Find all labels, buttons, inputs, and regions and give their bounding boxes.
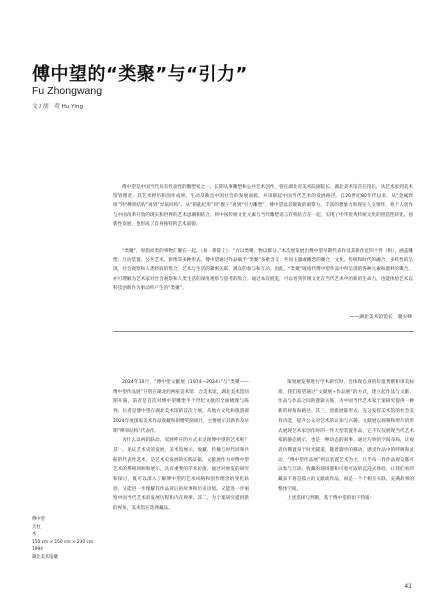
caption-work-title: 天柱 bbox=[32, 524, 41, 530]
body-paragraph: 上述选择与判断，基于傅中望的如下特质： bbox=[287, 496, 375, 502]
body-paragraph: 2024年10月，“傅中望文献展（1974—2024）”与“类聚——傅中望作品展”分别在湖北的两座美术馆：合美术馆、湖北美术馆同期开幕，前者是首次对傅中望雕塑半个世纪文献的全面梳理与陈列；后者是傅中望在湖北美术馆的首次个展。从地方文化和旅游部2024年度国家美术作品收藏和捐赠奖励项目，主要展示其新作及早期“榫卯结构”代表作。 bbox=[113, 380, 249, 434]
caption-dimensions: 150 cm × 150 cm × 230 cm bbox=[32, 539, 94, 545]
page-number: 41 bbox=[404, 583, 412, 590]
body-column-left bbox=[113, 378, 249, 514]
article-subtitle: Fu Zhongwang bbox=[32, 85, 103, 97]
intro-paragraph-1: 傅中望是中国当代具有代表性的雕塑家之一，长期从事雕塑和公共艺术创作，曾任湖北省美术院副院长、湖北美术馆首任馆长，从艺术家到美术馆管理者，其艺术经历和创作成果，生动反映出中国社会的发展面貌，并串联起中国当代艺术的发展路径。自20世纪80年代以来，从“金属焊接”到“榫卯结构”再到“异质同构”，从“锁匙纪形”到“楔子”再到“引力雕塑”，傅中望以其敏锐的洞察力、丰富的想象力和现实人文情怀，将个人创作与中国改革开放的现实和世界的艺术思潮相结合，将中国传统文化元素与当代雕塑语言有机结合在一起，实现了中华优秀传统文化的创造性转化、创新性发展，也形成了自身独特的艺术面貌。 bbox=[113, 185, 413, 227]
intro-signature: ——湖北美术馆馆长 冀少峰 bbox=[349, 315, 412, 320]
body-paragraph: 为什么以两馆联动、双展呼应的方式来呈现傅中望的艺术呢？其一，见证艺术史的发展，美术馆展示、收藏、传播与时代同频共振的代表性艺术，是艺术史发展的实践证据，文献展作为对傅中望艺术的系统回顾和展示，具有重要的学术价值，通过对展览的研究和探讨，既可以深入了解傅中望的艺术风格和创作理念的变化轨迹，又能进一步理解其作品背后的故事和历史语境。又能进一步洞察中国当代艺术的发展历程和内在规律。其二，为个案研究提供新的视角，美术馆在选择藏品、 bbox=[113, 438, 249, 512]
intro-paragraph-2: “类聚”，原指同类的事物汇聚在一起。《易 · 系辞上》：“方以类聚，物以群分。”本次展览展出傅中望早期代表作及其新作近四十件（组），涵盖雕塑、互动装置、公共艺术、影像等多种形式。傅中望通过作品赋予“类聚”多重含义：共同主题或概念的聚合，文化、传统和时代的融合，多样性的呈现，社会观察和人类经验的集合，艺术与生活的紧密关联，观众的参与和互动。因此，“类聚”既指代傅中望作品中所呈现的各种元素和题材的聚合，亦可理解为艺术家对社会观察和人类生活的深度观察与思考的集合。通过本次展览，可以看到传统文化在当代艺术中的新的生命力，也能体验艺术以科技创新作为驱动所产生的“类聚”。 bbox=[113, 249, 413, 291]
caption-year: 1994 bbox=[32, 547, 43, 552]
section-divider bbox=[113, 331, 414, 332]
author-byline: 文 / 胡 莺 Hu Ying bbox=[32, 104, 83, 110]
caption-collection: 湖北美术馆藏 bbox=[32, 554, 58, 560]
body-column-right bbox=[278, 378, 414, 504]
artwork-caption bbox=[32, 516, 93, 561]
caption-artist: 傅中望 bbox=[32, 517, 45, 522]
body-paragraph: 策划展览和进行学术研究时，会体现自身的价值判断和审美标准，我们希望通过“文献展+作品展”的方式，建立起作品与文献、作品与作品之间的逻辑关联，为中国当代艺术家个案研究提供一种新的视角和路径。其三，创新展陈形式，充分发挥美术馆的社会美育功能，提升公众对艺术的认知与兴趣。文献展以视频和照片的形式展现艺术家创作时的一件大型装置作品，它不仅仅展现当代艺术家的静态展示，也是一种动态的叙事。通过巧妙的空间布局，让观者仿佛置身于时光隧道，随着脚步的移动，感受作品中的呼吸和灵动，“傅中望作品展”则以装置艺术为主，几乎每一件作品观众都可以参与互动。收藏的现场感和可收可取的沉浸式体验，让我们看到藏品不再是孤立的文献或作品，而是一个个相互关联、充满故事的整体空间。 bbox=[278, 380, 414, 492]
caption-material: 木 bbox=[32, 532, 37, 537]
article-title: 傅中望的“类聚”与“引力” bbox=[32, 64, 248, 85]
